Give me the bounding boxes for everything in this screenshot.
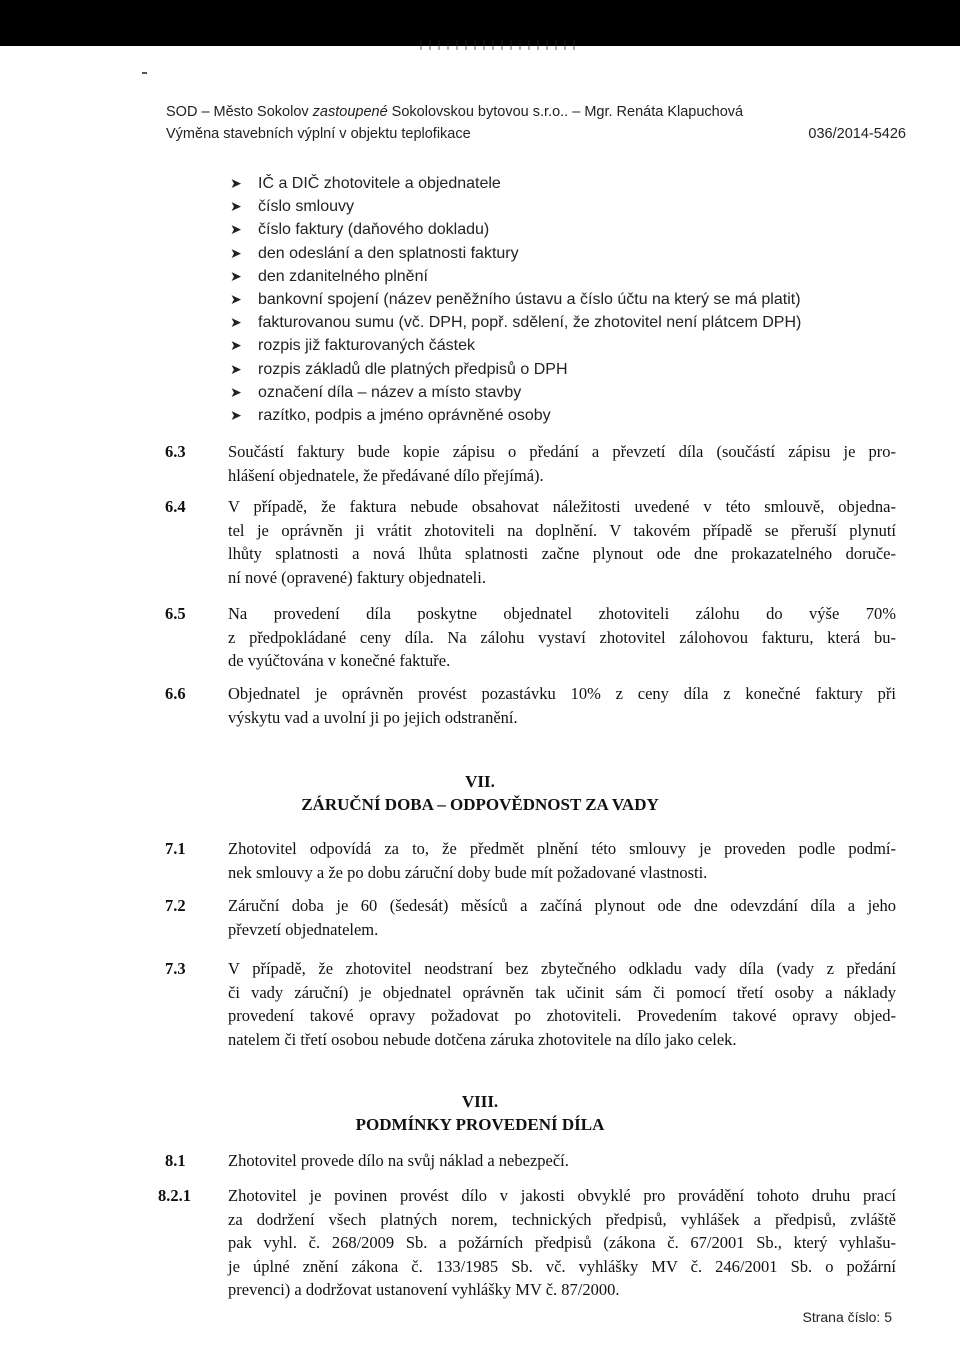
list-item: ➤ číslo faktury (daňového dokladu) — [230, 218, 801, 241]
clause-number: 6.5 — [165, 604, 186, 623]
list-item: ➤ IČ a DIČ zhotovitele a objednatele — [230, 172, 801, 195]
arrow-bullet-icon: ➤ — [230, 175, 242, 191]
list-item: ➤ fakturovanou sumu (vč. DPH, popř. sdělení, že zhotovitel není plátcem DPH) — [230, 311, 801, 334]
clause-text: Součástí faktury bude kopie zápisu o předání a převzetí díla (součástí zápisu je pro- hlášení objednatele, že předávané dílo přejímá). — [228, 442, 896, 485]
arrow-bullet-icon: ➤ — [230, 383, 242, 400]
clause-text: Zhotovitel provede dílo na svůj náklad a nebezpečí. — [228, 1151, 569, 1170]
arrow-bullet-icon: ➤ — [230, 406, 242, 423]
scan-top-band — [0, 0, 960, 46]
list-item: ➤ označení díla – název a místo stavby — [230, 381, 801, 404]
clause-number: 8.2.1 — [158, 1186, 191, 1205]
arrow-bullet-icon: ➤ — [230, 244, 242, 261]
header-subject: Výměna stavebních výplní v objektu teplofikace — [166, 126, 471, 142]
header-party-prefix: SOD – Město Sokolov — [166, 104, 313, 120]
list-item: ➤ den zdanitelného plnění — [230, 265, 801, 288]
section-7-title: ZÁRUČNÍ DOBA – ODPOVĚDNOST ZA VADY — [301, 795, 659, 814]
invoice-requirements-list — [230, 172, 801, 427]
scan-smudge — [142, 72, 147, 74]
clause-text: V případě, že faktura nebude obsahovat náležitosti uvedené v této smlouvě, objedna- tel je oprávněn ji vrátit zhotoviteli na doplnění. V takovém případě se přeruší plynutí lhůty splatnosti a nová lhůta splatnosti začne plynout ode dne prokazatelného doruče- ní nové (opravené) faktury objednateli. — [228, 497, 896, 587]
arrow-bullet-icon: ➤ — [230, 267, 242, 284]
list-item: ➤ rozpis již fakturovaných částek — [230, 334, 801, 357]
header-reference-number: 036/2014-5426 — [808, 126, 906, 142]
arrow-bullet-icon: ➤ — [230, 337, 242, 354]
list-item: ➤ číslo smlouvy — [230, 195, 801, 218]
clause-number: 8.1 — [165, 1151, 186, 1170]
header-line-2 — [166, 126, 906, 142]
clause-text: Zhotovitel je povinen provést dílo v jakosti obvyklé pro provádění tohoto druhu prací za dodržení všech platných norem, technických předpisů, vyhlášek a předpisů, zvláště pak vyhl. č. 268/2009 Sb. a požárních předpisů (zákona č. 67/2001 Sb., který vyhlašu- je úplné znění zákona č. 133/1985 Sb. vč. vyhlášky MV č. 246/2001 Sb. o požární prevenci) a dodržovat ustanovení vyhlášky MV č. 87/2000. — [228, 1186, 896, 1299]
arrow-bullet-icon: ➤ — [230, 360, 242, 377]
clause-text: Objednatel je oprávněn provést pozastávku 10% z ceny díla z konečné faktury při výskytu vad a uvolní ji po jejich odstranění. — [228, 684, 896, 727]
clause-text: Zhotovitel odpovídá za to, že předmět plnění této smlouvy je proveden podle podmí- nek smlouvy a že po dobu záruční doby bude mít požadované vlastnosti. — [228, 839, 896, 882]
arrow-bullet-icon: ➤ — [230, 198, 242, 215]
clause-number: 6.4 — [165, 497, 186, 516]
arrow-bullet-icon: ➤ — [230, 290, 242, 307]
header-line-1 — [166, 104, 906, 120]
clause-text: Záruční doba je 60 (šedesát) měsíců a začíná plynout ode dne odevzdání díla a jeho převzetí objednatelem. — [228, 896, 896, 939]
arrow-bullet-icon: ➤ — [230, 314, 242, 331]
section-8-title: PODMÍNKY PROVEDENÍ DÍLA — [355, 1115, 605, 1134]
list-item: ➤ bankovní spojení (název peněžního ústavu a číslo účtu na který se má platit) — [230, 288, 801, 311]
clause-number: 6.3 — [165, 442, 186, 461]
list-item: ➤ rozpis základů dle platných předpisů o DPH — [230, 358, 801, 381]
list-item: ➤ den odeslání a den splatnosti faktury — [230, 242, 801, 265]
section-8-numeral: VIII. — [461, 1092, 499, 1111]
clause-text: V případě, že zhotovitel neodstraní bez zbytečného odkladu vady díla (vady z předání či vady záruční) je objednatel oprávněn tak učinit sám či pomocí třetí osoby a náklady provedení takové opravy požadovat po zhotoviteli. Provedením takové opravy objed- natelem či třetí osobou nebude dotčena záruka zhotovitele na dílo jako celek. — [228, 959, 896, 1049]
list-item: ➤ razítko, podpis a jméno oprávněné osoby — [230, 404, 801, 427]
header-party-suffix: Sokolovskou bytovou s.r.o.. – Mgr. Renáta Klapuchová — [387, 104, 744, 120]
scan-specks — [420, 40, 580, 50]
clause-number: 6.6 — [165, 684, 186, 703]
section-7-numeral: VII. — [465, 772, 495, 791]
clause-number: 7.2 — [165, 896, 186, 915]
arrow-bullet-icon: ➤ — [230, 221, 242, 238]
page-number: Strana číslo: 5 — [802, 1309, 892, 1325]
clause-number: 7.3 — [165, 959, 186, 978]
clause-number: 7.1 — [165, 839, 186, 858]
clause-text: Na provedení díla poskytne objednatel zhotoviteli zálohu do výše 70% z předpokládané ceny díla. Na zálohu vystaví zhotovitel zálohovou fakturu, která bu- de vyúčtována v konečné faktuře. — [228, 604, 896, 670]
header-party-italic: zastoupené — [312, 104, 388, 120]
